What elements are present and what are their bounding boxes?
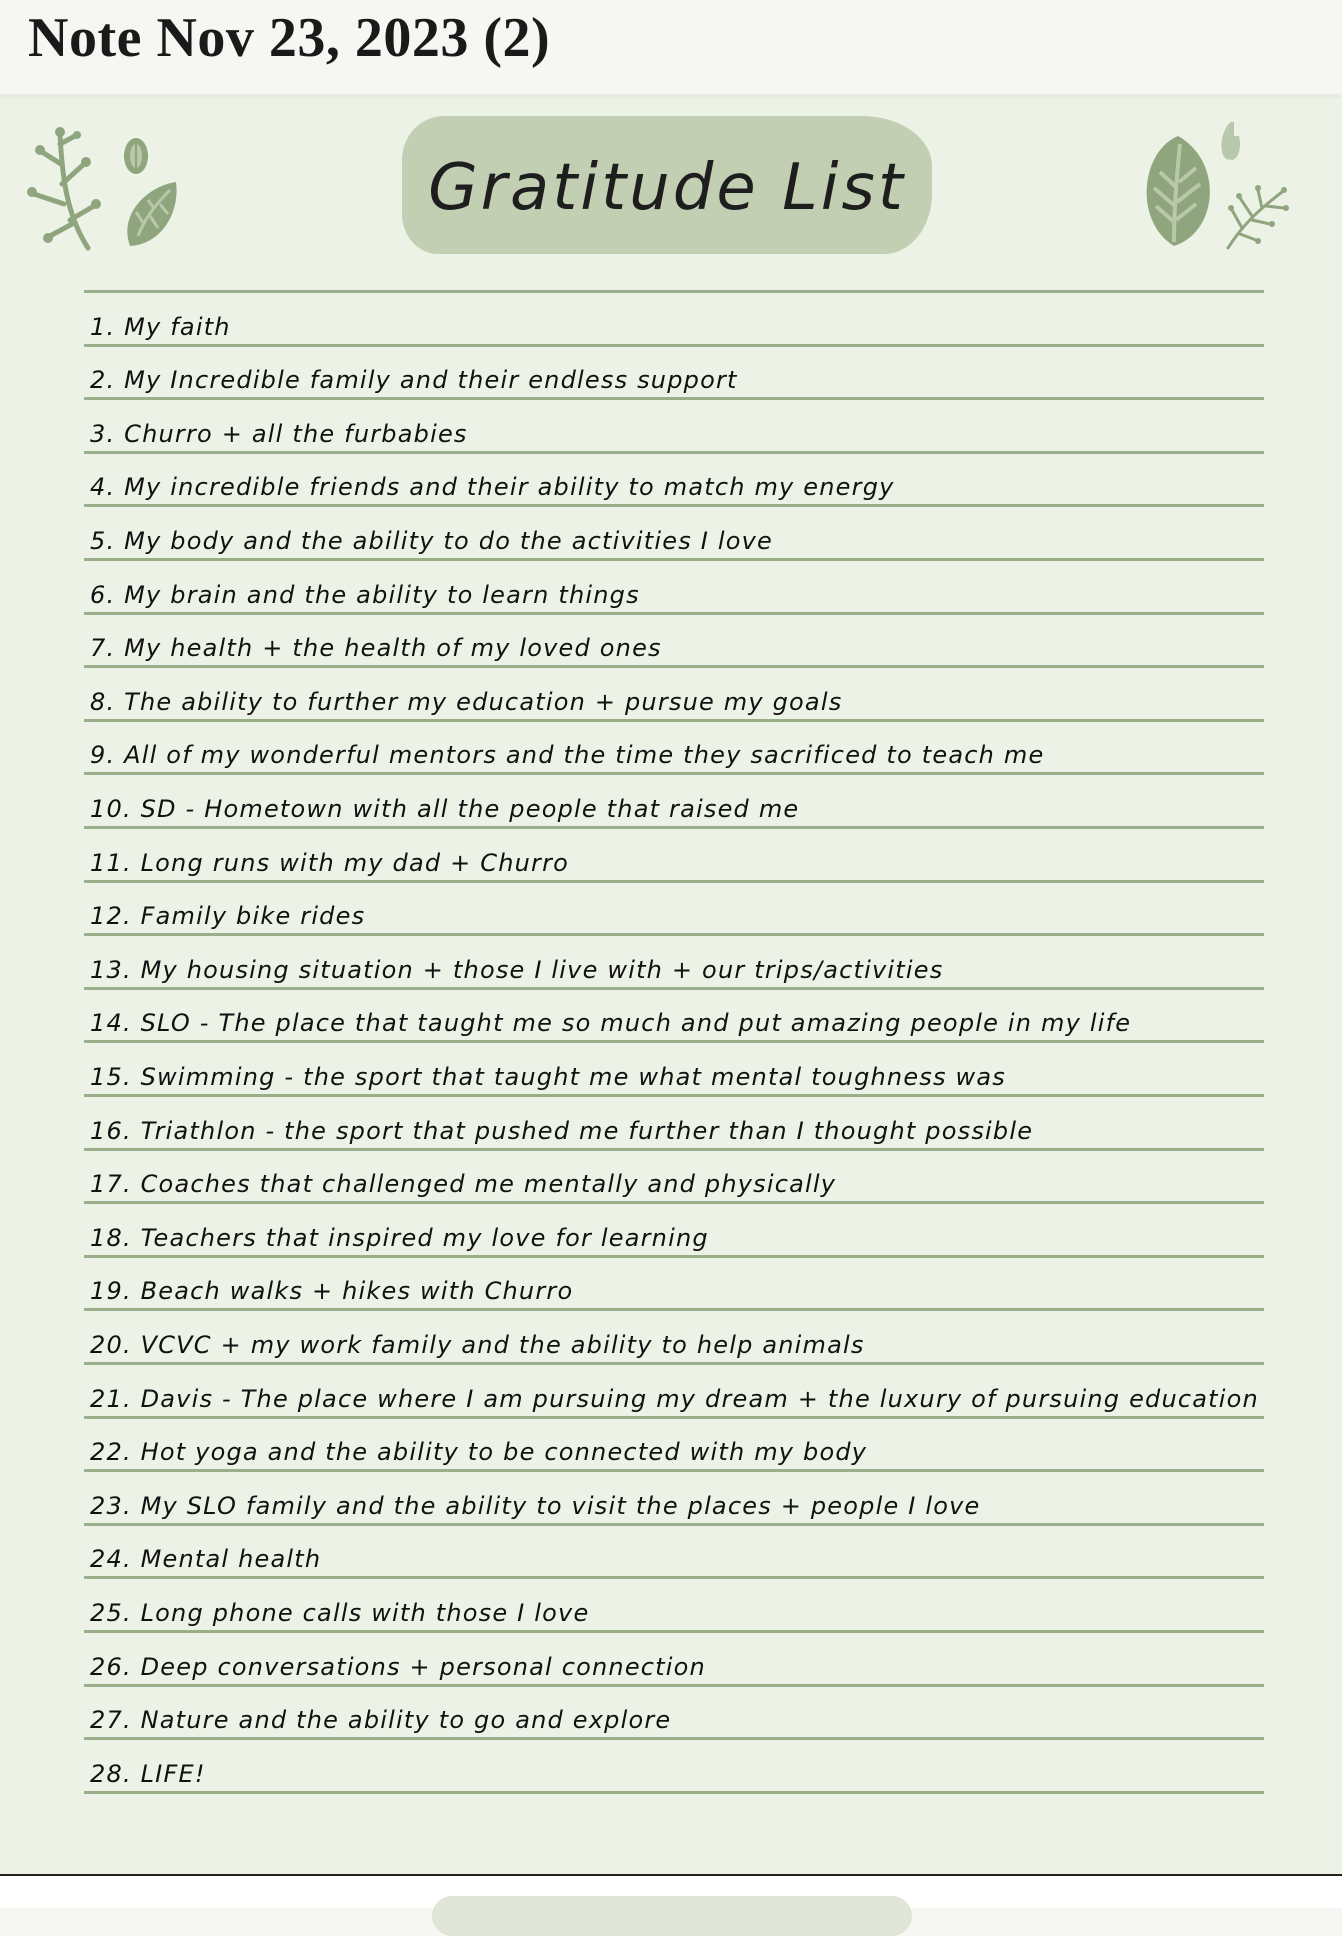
branch-icon [1222, 136, 1292, 256]
rule-line [84, 665, 1264, 668]
list-item: 13. My housing situation + those I live with + our trips/activities [90, 955, 944, 984]
list-item: 19. Beach walks + hikes with Churro [90, 1277, 574, 1306]
note-page[interactable] [0, 96, 1342, 1874]
list-item: 12. Family bike rides [90, 902, 366, 931]
rule-line [84, 933, 1264, 936]
rule-line [84, 451, 1264, 454]
rule-line [84, 344, 1264, 347]
rule-line [84, 504, 1264, 507]
rule-line [84, 1469, 1264, 1472]
rule-line [84, 1040, 1264, 1043]
rule-line [84, 612, 1264, 615]
list-item: 27. Nature and the ability to go and explore [90, 1706, 672, 1735]
rule-line [84, 1255, 1264, 1258]
list-item: 11. Long runs with my dad + Churro [90, 848, 570, 877]
rule-line [84, 880, 1264, 883]
rule-line [84, 1416, 1264, 1419]
rule-line [84, 1684, 1264, 1687]
rule-line [84, 1201, 1264, 1204]
list-item: 9. All of my wonderful mentors and the time they sacrificed to teach me [90, 741, 1045, 770]
list-item: 18. Teachers that inspired my love for learning [90, 1223, 709, 1252]
list-item: 28. LIFE! [90, 1759, 206, 1788]
rule-line [84, 987, 1264, 990]
list-item: 16. Triathlon - the sport that pushed me further than I thought possible [90, 1116, 1034, 1145]
rule-line [84, 1094, 1264, 1097]
rule-line [84, 290, 1264, 293]
rule-line [84, 1148, 1264, 1151]
rule-line [84, 719, 1264, 722]
gratitude-list-heading: Gratitude List [428, 151, 906, 225]
list-item: 22. Hot yoga and the ability to be connected with my body [90, 1438, 868, 1467]
list-item: 20. VCVC + my work family and the ability to help animals [90, 1331, 865, 1359]
list-item: 1. My faith [90, 312, 231, 341]
list-item: 15. Swimming - the sport that taught me what mental toughness was [90, 1063, 1006, 1091]
list-item: 2. My Incredible family and their endless support [90, 366, 738, 395]
list-item: 7. My health + the health of my loved ones [90, 634, 662, 663]
list-item: 24. Mental health [90, 1545, 322, 1574]
rule-line [84, 1308, 1264, 1311]
list-item: 26. Deep conversations + personal connection [90, 1652, 706, 1681]
branch-icon [20, 124, 110, 254]
rule-line [84, 1630, 1264, 1633]
list-item: 25. Long phone calls with those I love [90, 1599, 590, 1627]
rule-line [84, 772, 1264, 775]
window-titlebar [0, 0, 1342, 94]
rule-line [84, 1791, 1264, 1794]
list-item: 4. My incredible friends and their ability to match my energy [90, 473, 895, 502]
list-item: 3. Churro + all the furbabies [90, 419, 468, 448]
list-item: 23. My SLO family and the ability to visit the places + people I love [90, 1491, 981, 1520]
note-title: Note Nov 23, 2023 (2) [28, 7, 551, 69]
list-item: 10. SD - Hometown with all the people that raised me [90, 795, 800, 823]
rule-line [84, 558, 1264, 561]
next-page-banner [432, 1896, 912, 1936]
list-item: 8. The ability to further my education + pursue my goals [90, 687, 843, 716]
list-item: 21. Davis - The place where I am pursuing my dream + the luxury of pursuing education [90, 1384, 1259, 1413]
list-item: 17. Coaches that challenged me mentally and physically [90, 1170, 837, 1199]
rule-line [84, 1362, 1264, 1365]
list-item: 5. My body and the ability to do the activities I love [90, 527, 773, 555]
leaf-icon [1134, 122, 1234, 252]
leaf-icon [118, 134, 188, 254]
list-item: 14. SLO - The place that taught me so much and put amazing people in my life [90, 1009, 1132, 1038]
rule-line [84, 1737, 1264, 1740]
rule-line [84, 1523, 1264, 1526]
list-item: 6. My brain and the ability to learn things [90, 580, 640, 609]
rule-line [84, 1576, 1264, 1579]
rule-line [84, 397, 1264, 400]
rule-line [84, 826, 1264, 829]
